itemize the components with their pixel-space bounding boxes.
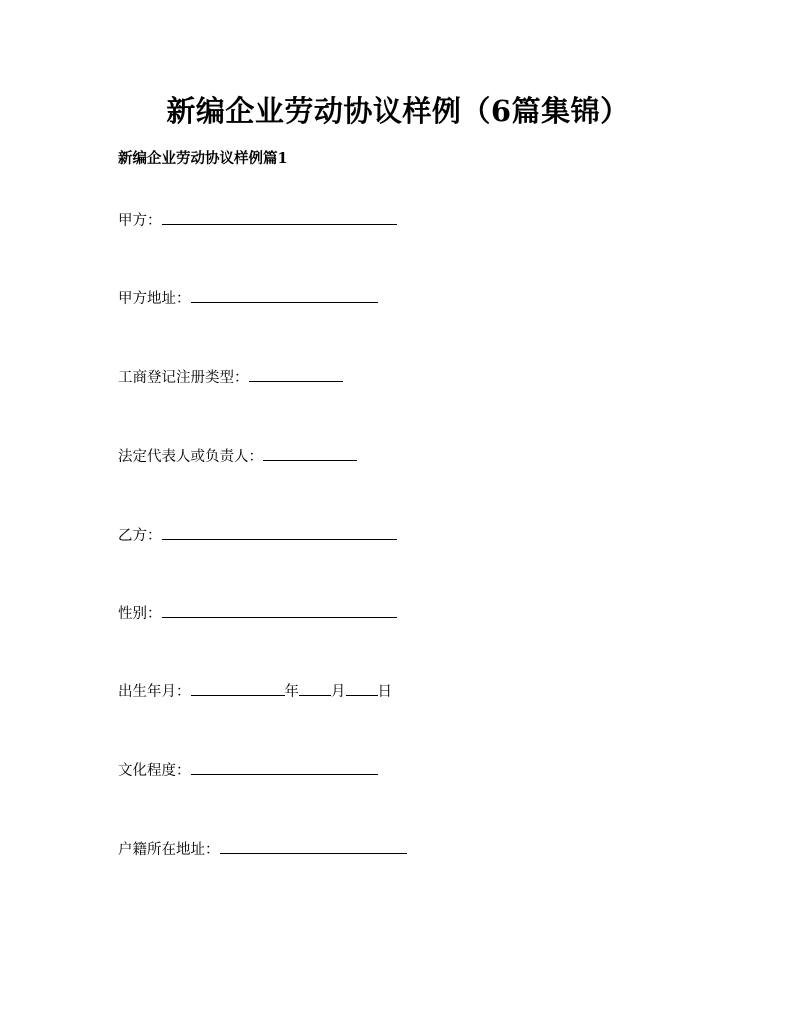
party-a-address-label: 甲方地址： (118, 291, 191, 307)
gender-line (118, 602, 397, 625)
business-registration-type-blank (249, 366, 343, 382)
birth-date-label: 出生年月： (118, 684, 191, 700)
document-title: 新编企业劳动协议样例（6篇集锦） (166, 94, 630, 128)
party-a-line (118, 209, 397, 232)
education-level-line (118, 759, 378, 782)
business-registration-type-line (118, 366, 343, 389)
section-heading: 新编企业劳动协议样例篇1 (118, 150, 288, 167)
party-b-label: 乙方： (118, 528, 162, 544)
household-address-line (118, 838, 407, 861)
gender-label: 性别： (118, 606, 162, 622)
education-level-blank (191, 759, 378, 775)
birth-day-unit: 日 (377, 684, 392, 700)
legal-representative-label: 法定代表人或负责人： (118, 449, 263, 465)
birth-day-blank (346, 680, 378, 696)
party-a-label: 甲方： (118, 213, 162, 229)
birth-date-line (118, 680, 392, 703)
household-address-blank (220, 838, 407, 854)
gender-blank (162, 602, 397, 618)
birth-year-unit: 年 (284, 684, 299, 700)
birth-month-unit: 月 (331, 684, 346, 700)
party-a-address-blank (191, 287, 378, 303)
legal-representative-blank (263, 445, 357, 461)
household-address-label: 户籍所在地址： (118, 842, 220, 858)
party-b-blank (162, 524, 397, 540)
business-registration-type-label: 工商登记注册类型： (118, 370, 249, 386)
legal-representative-line (118, 445, 357, 468)
party-b-line (118, 524, 397, 547)
party-a-blank (162, 209, 397, 225)
birth-year-blank (191, 680, 285, 696)
education-level-label: 文化程度： (118, 763, 191, 779)
birth-month-blank (299, 680, 331, 696)
party-a-address-line (118, 287, 378, 310)
